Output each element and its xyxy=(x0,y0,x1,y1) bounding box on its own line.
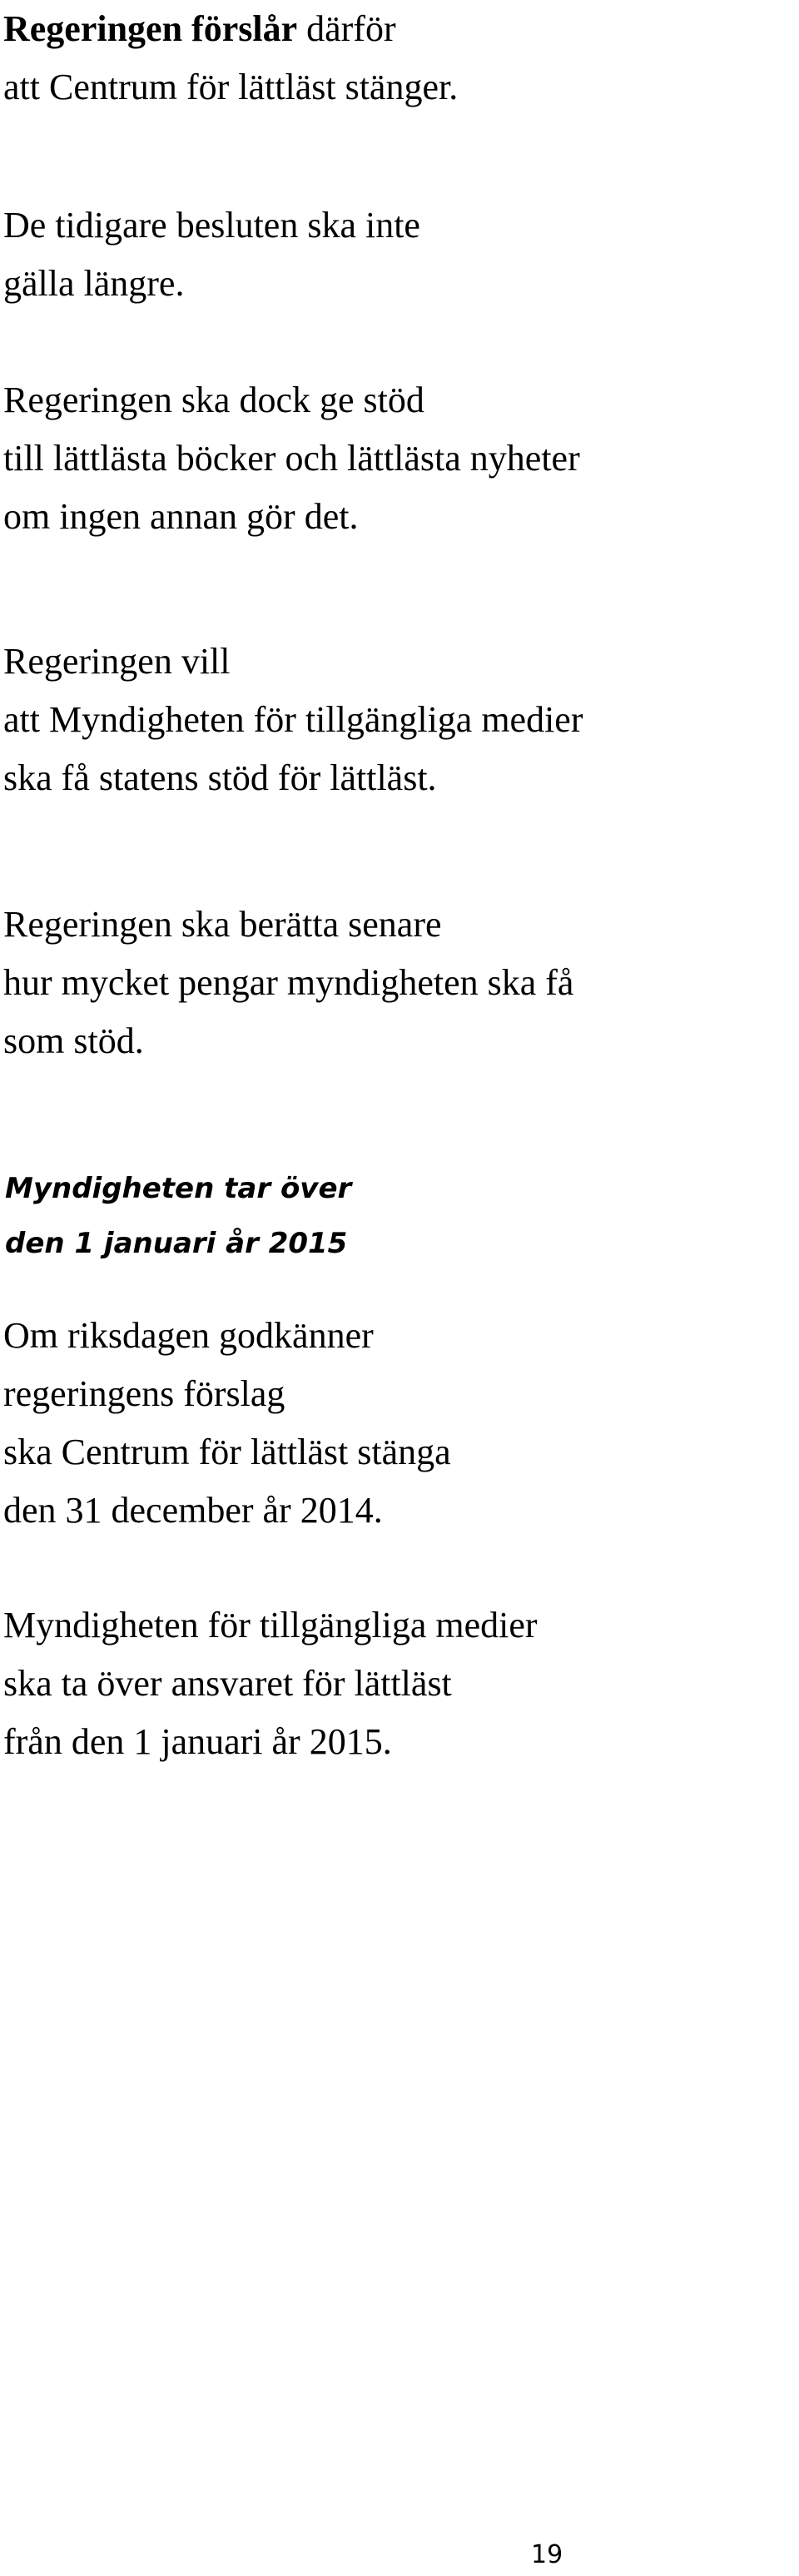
paragraph-line: gälla längre. xyxy=(3,263,185,304)
paragraph-line: Regeringen vill xyxy=(3,641,231,682)
paragraph-agency-support xyxy=(3,633,794,807)
paragraph-line: ska Centrum för lättläst stänga xyxy=(3,1432,451,1472)
paragraph-line: till lättlästa böcker och lättlästa nyheter xyxy=(3,438,580,479)
paragraph-line xyxy=(3,0,794,58)
paragraph-line: Regeringen ska dock ge stöd xyxy=(3,380,424,420)
lead-text-rest: därför xyxy=(297,8,396,49)
heading-line: den 1 januari år 2015 xyxy=(5,1227,348,1260)
page-number: 19 xyxy=(531,2540,563,2569)
paragraph-line: Om riksdagen godkänner xyxy=(3,1315,374,1356)
paragraph-line: De tidigare besluten ska inte xyxy=(3,205,420,246)
paragraph-funding-later xyxy=(3,896,794,1070)
paragraph-line: från den 1 januari år 2015. xyxy=(3,1721,392,1762)
paragraph-line: regeringens förslag xyxy=(3,1373,285,1414)
paragraph-line: den 31 december år 2014. xyxy=(3,1490,383,1531)
heading-line: Myndigheten tar över xyxy=(5,1172,352,1205)
paragraph-line: att Centrum för lättläst stänger. xyxy=(3,67,459,107)
paragraph-line: hur mycket pengar myndigheten ska få xyxy=(3,962,574,1003)
paragraph-proposal xyxy=(3,0,794,117)
paragraph-line: ska få statens stöd för lättläst. xyxy=(3,757,437,798)
bold-lead-text: Regeringen förslår xyxy=(3,8,298,49)
paragraph-support-books-news xyxy=(3,371,794,546)
paragraph-agency-takeover xyxy=(3,1596,794,1771)
paragraph-line: Myndigheten för tillgängliga medier xyxy=(3,1605,538,1645)
paragraph-line: att Myndigheten för tillgängliga medier xyxy=(3,699,583,740)
paragraph-line: som stöd. xyxy=(3,1020,144,1061)
paragraph-riksdag-approval xyxy=(3,1307,794,1540)
paragraph-earlier-decisions xyxy=(3,196,794,313)
paragraph-line: Regeringen ska berätta senare xyxy=(3,904,442,945)
paragraph-line: om ingen annan gör det. xyxy=(3,496,359,537)
section-heading xyxy=(5,1161,796,1271)
paragraph-line: ska ta över ansvaret för lättläst xyxy=(3,1663,452,1704)
